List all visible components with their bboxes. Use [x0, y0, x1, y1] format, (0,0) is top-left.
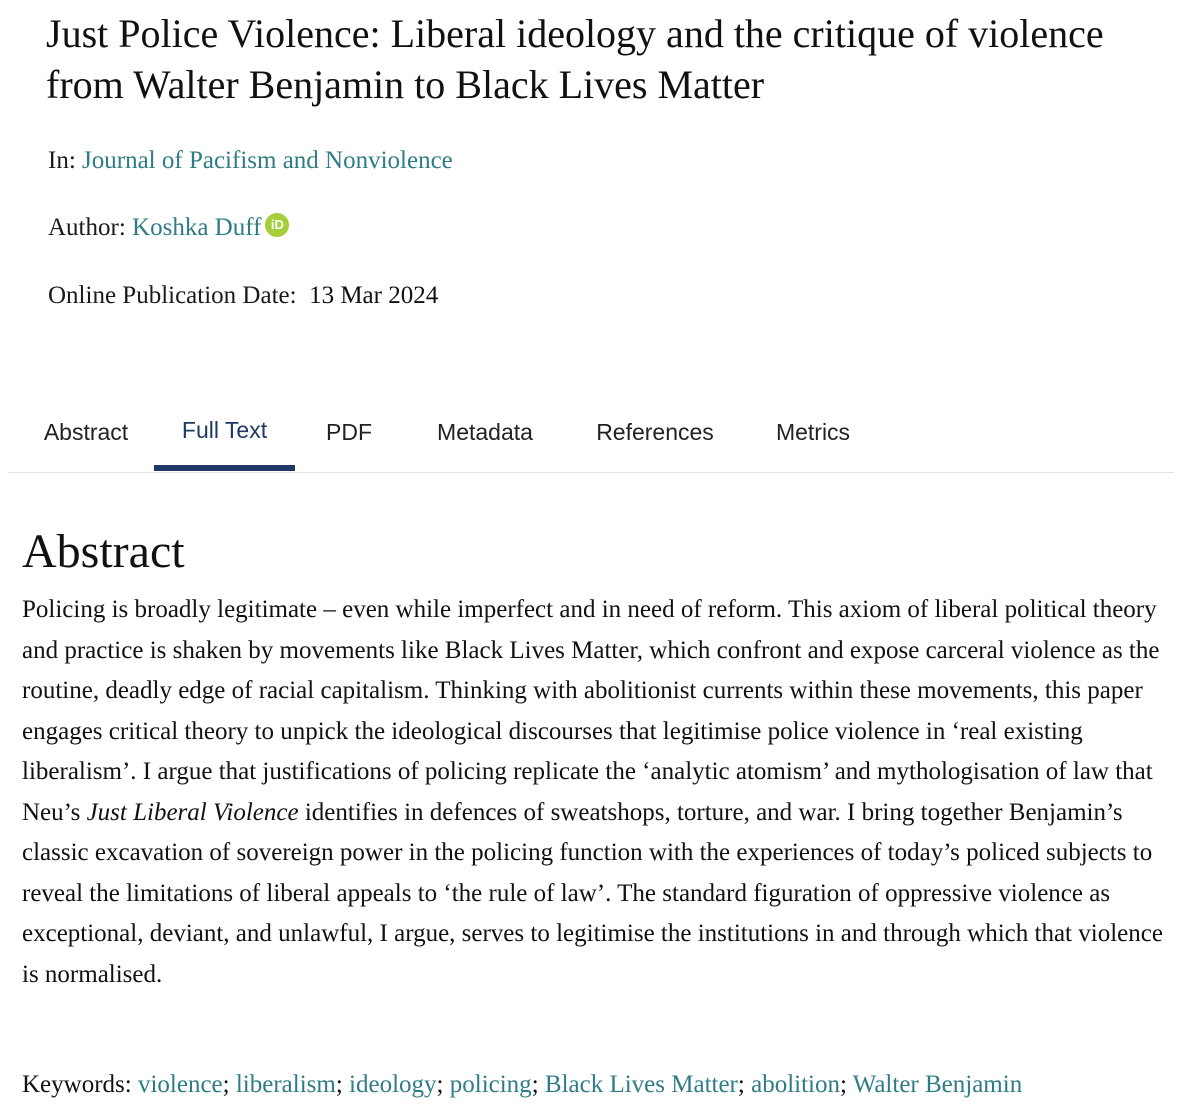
publication-date: 13 Mar 2024 — [309, 282, 439, 309]
keyword-separator: ; — [839, 1071, 853, 1098]
publication-date-line — [48, 280, 438, 312]
keyword-link[interactable]: liberalism — [235, 1071, 336, 1098]
keyword-link[interactable]: Walter Benjamin — [852, 1071, 1023, 1098]
keyword-link[interactable]: ideology — [349, 1071, 437, 1098]
abstract-text — [22, 590, 1182, 995]
keyword-link[interactable]: policing — [449, 1071, 532, 1098]
tab-metrics[interactable]: Metrics — [775, 419, 851, 445]
tab-bar — [8, 398, 1174, 473]
abstract-book-title: Just Liberal Violence — [86, 798, 299, 826]
keyword-separator: ; — [335, 1071, 350, 1098]
orcid-icon[interactable]: iD — [265, 213, 289, 237]
abstract-text-part-2: identifies in defences of sweatshops, torture, and war. I bring together Benjamin’s classic excavation of sovereign power in the policing function with the experiences of today’s policed subjects to reveal the limitations of liberal appeals to ‘the rule of law’. The standard figuration of oppressive violence as exceptional, deviant, and unlawful, I argue, serves to legitimise the institutions in and through which that violence is normalised. — [22, 798, 1163, 988]
keyword-link[interactable]: violence — [137, 1071, 223, 1098]
tab-metadata[interactable]: Metadata — [437, 419, 533, 445]
keywords-line — [22, 1065, 1022, 1105]
author-line — [48, 212, 289, 244]
date-label: Online Publication Date: — [48, 282, 297, 309]
author-link[interactable]: Koshka Duff — [132, 214, 262, 241]
keyword-separator: ; — [222, 1071, 236, 1098]
tab-full-text[interactable]: Full Text — [154, 398, 295, 471]
tab-abstract[interactable]: Abstract — [43, 419, 129, 445]
tab-references[interactable]: References — [596, 419, 714, 445]
keyword-separator: ; — [737, 1071, 752, 1098]
keywords-label: Keywords: — [22, 1071, 132, 1098]
keyword-separator: ; — [436, 1071, 450, 1098]
journal-link[interactable]: Journal of Pacifism and Nonviolence — [82, 147, 453, 174]
author-label: Author: — [48, 214, 126, 241]
tab-pdf[interactable]: PDF — [326, 419, 372, 445]
keyword-separator: ; — [531, 1071, 545, 1098]
keyword-link[interactable]: Black Lives Matter — [544, 1071, 738, 1098]
in-label: In: — [48, 147, 76, 174]
keyword-link[interactable]: abolition — [751, 1071, 840, 1098]
journal-line — [48, 145, 453, 177]
article-title: Just Police Violence: Liberal ideology and the critique of violence from Walter Benjamin to Black Lives Matter — [46, 11, 1104, 107]
abstract-heading: Abstract — [22, 525, 185, 578]
abstract-text-part-1: Policing is broadly legitimate – even while imperfect and in need of reform. This axiom of liberal political theory and practice is shaken by movements like Black Lives Matter, which confront and expose carceral violence as the routine, deadly edge of racial capitalism. Thinking with abolitionist currents within these movements, this paper engages critical theory to unpick the ideological discourses that legitimise police violence in ‘real existing liberalism’. I argue that justifications of policing replicate the ‘analytic atomism’ and mythologisation of law that Neu’s — [22, 596, 1160, 826]
keywords-list — [138, 1071, 1022, 1098]
